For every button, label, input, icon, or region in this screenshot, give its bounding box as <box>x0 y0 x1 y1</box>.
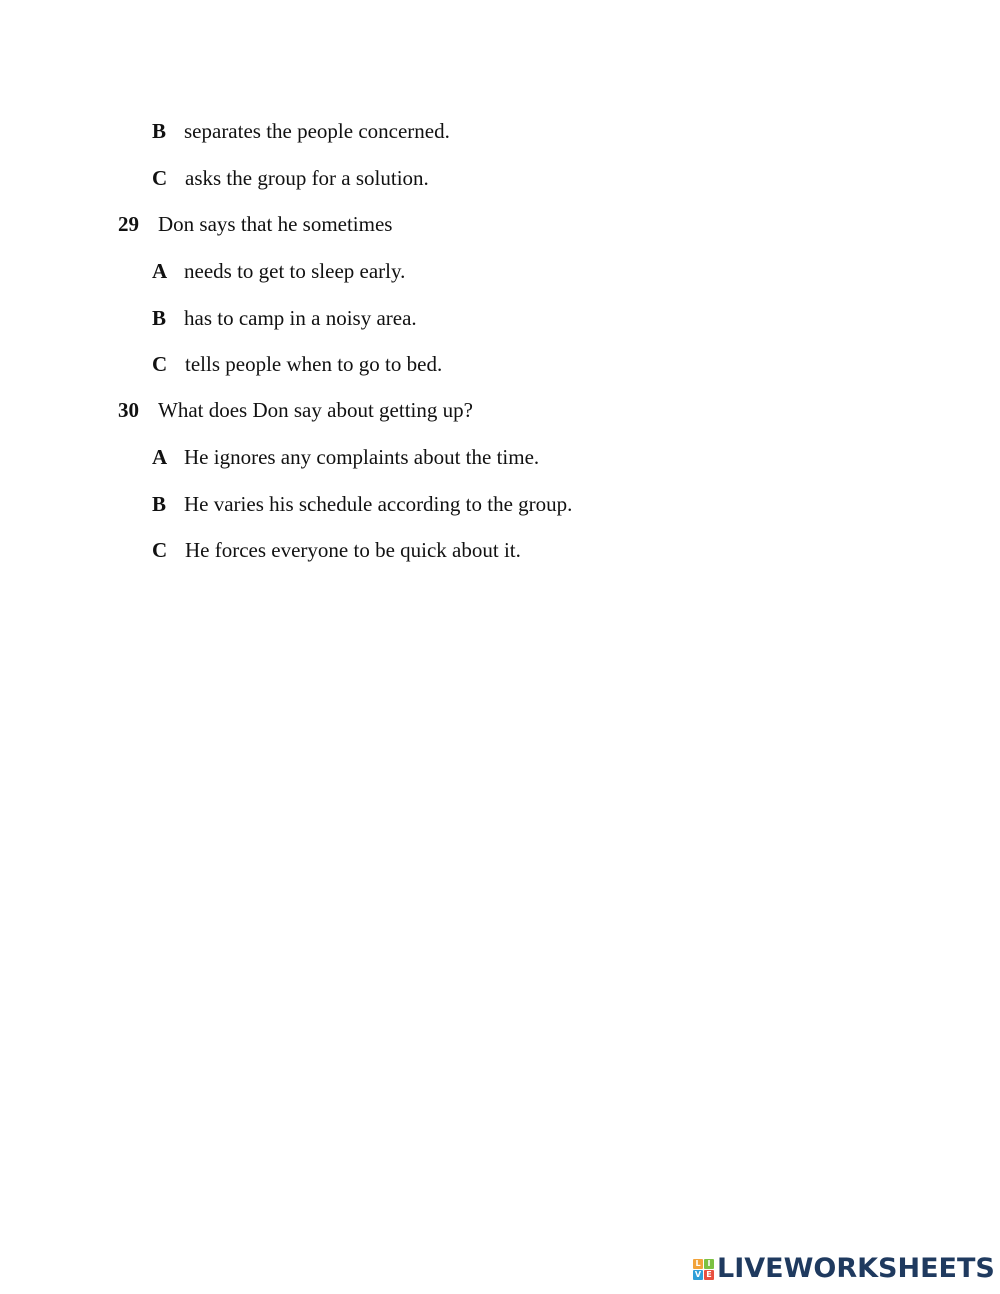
option-letter: A <box>152 445 168 469</box>
option-letter: A <box>152 259 168 283</box>
option-letter: B <box>152 119 167 143</box>
logo-mark-letter: V <box>694 1269 702 1279</box>
logo-text: LIVEWORKSHEETS <box>717 1253 995 1284</box>
logo-mark-letter: I <box>704 1259 714 1269</box>
option-text: tells people when to go to bed. <box>185 352 443 376</box>
option-letter: C <box>152 352 168 376</box>
liveworksheets-logo[interactable] <box>693 1254 995 1284</box>
option-text: has to camp in a noisy area. <box>184 306 417 330</box>
option-text: He forces everyone to be quick about it. <box>185 538 521 562</box>
option-c-q29 <box>152 351 442 377</box>
option-text: needs to get to sleep early. <box>184 259 406 283</box>
option-c-q30 <box>152 537 521 563</box>
question-30 <box>118 397 473 423</box>
option-b-q28 <box>152 118 450 144</box>
question-29 <box>118 211 392 237</box>
question-number: 29 <box>118 212 139 236</box>
option-c-q28 <box>152 165 429 191</box>
logo-mark-letter: E <box>704 1270 714 1280</box>
question-text: Don says that he sometimes <box>158 212 393 236</box>
option-letter: B <box>152 492 167 516</box>
option-letter: B <box>152 306 167 330</box>
option-b-q30 <box>152 491 572 517</box>
option-letter: C <box>152 166 168 190</box>
option-a-q30 <box>152 444 539 470</box>
question-number: 30 <box>118 398 139 422</box>
option-text: He varies his schedule according to the group. <box>184 492 573 516</box>
option-b-q29 <box>152 305 417 331</box>
option-text: separates the people concerned. <box>184 119 450 143</box>
option-letter: C <box>152 538 168 562</box>
option-text: asks the group for a solution. <box>185 166 429 190</box>
option-text: He ignores any complaints about the time. <box>184 445 540 469</box>
logo-mark-icon <box>693 1259 714 1280</box>
option-a-q29 <box>152 258 405 284</box>
question-text: What does Don say about getting up? <box>158 398 473 422</box>
logo-mark-letter: L <box>693 1259 703 1269</box>
